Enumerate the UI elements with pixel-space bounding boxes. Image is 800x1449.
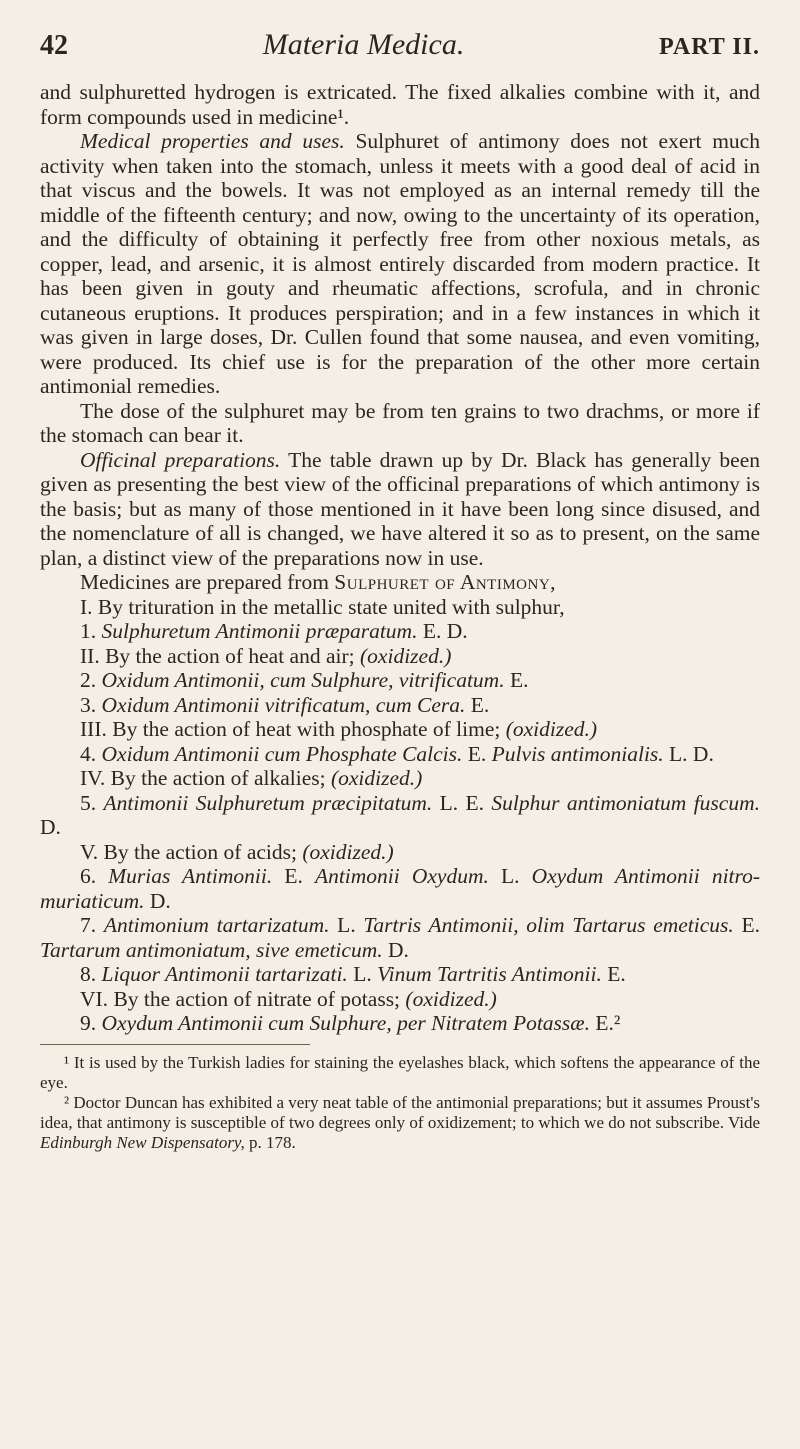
preparation-tail: E. [462,741,492,766]
preparation-tail: L. [329,913,364,937]
preparation-num: 5. [80,790,97,815]
paragraph-dose: The dose of the sulphuret may be from ten grains to two drachms, or more if the stomach can bear it. [40,398,760,447]
class-numeral: III. [80,717,107,741]
preparation-entry [40,791,760,840]
preparation-name: Oxidum Antimonii cum Phosphate Calcis. [101,741,463,766]
class-note: (oxidized.) [302,839,394,864]
class-note: (oxidized.) [505,717,598,741]
class-text: By the action of heat and air; [105,643,361,668]
preparation-extra: Sulphur antimoniatum fuscum. [491,790,760,815]
class-entry [40,840,760,865]
preparation-num: 8. [80,962,97,986]
section-heading-officinal: Officinal preparations. [80,447,281,472]
preparation-entry [40,619,760,644]
preparation-num: 7. [80,913,97,937]
class-numeral: I. [80,594,93,619]
class-text: By the action of alkalies; [110,766,331,790]
preparation-extra2: Tartarum antimoniatum, sive emeticum. [40,937,383,962]
preparation-extra2: Oxydum Antimonii nitro-muriaticum. [40,864,760,913]
class-text: By trituration in the metallic state united with sulphur, [97,594,565,619]
preparation-entry [40,742,760,767]
class-text: By the action of heat with phosphate of lime; [112,717,506,741]
preparation-tail2: E. [601,962,626,986]
page-header [40,28,760,68]
preparation-name: Oxidum Antimonii vitrificatum, cum Cera. [101,692,466,717]
class-numeral: IV. [80,766,106,790]
preparation-tail2: L. [488,864,532,888]
preparation-entry [40,913,760,962]
class-text: By the action of acids; [103,839,303,864]
preparation-tail2: D. [40,815,61,839]
preparations-list [40,595,760,1036]
class-entry [40,644,760,669]
part-label: PART II. [659,34,760,60]
preparation-tail: E. [504,668,529,692]
preparation-name: Oxidum Antimonii, cum Sulphure, vitrificatum. [101,668,505,692]
preparation-entry [40,864,760,913]
preparation-tail: E.² [590,1011,621,1035]
class-numeral: V. [80,839,99,864]
preparation-entry [40,693,760,718]
class-entry [40,987,760,1012]
preparation-tail: L. [347,962,378,986]
preparation-tail2: L. D. [663,741,714,766]
class-note: (oxidized.) [360,643,452,668]
preparation-name: Oxydum Antimonii cum Sulphure, per Nitratem Potassæ. [101,1011,590,1035]
preparation-entry [40,668,760,693]
preparation-num: 4. [80,741,97,766]
class-entry [40,766,760,791]
preparation-num: 3. [80,692,97,717]
page-number: 42 [40,30,68,61]
paragraph-medicines-lead: Medicines are prepared from Sulphuret of Antimony, [80,570,557,594]
preparation-name: Antimonium tartarizatum. [103,913,330,937]
preparation-extra: Tartris Antimonii, olim Tartarus emeticus. [363,913,734,937]
class-numeral: II. [80,643,100,668]
preparation-tail: E. D. [417,619,468,643]
class-entry [40,717,760,742]
class-numeral: VI. [80,986,109,1011]
preparation-extra: Pulvis antimonialis. [491,741,664,766]
footnote-2: ² Doctor Duncan has exhibited a very neat table of the antimonial preparations; but it assumes Proust's idea, that antimony is susceptible of two degrees only of oxidizement; to which we do not subscribe. Vide Edinburgh New Dispensatory, p. 178. [40,1092,760,1152]
paragraph-officinal: Officinal preparations. The table drawn up by Dr. Black has generally been given as presenting the best view of the officinal preparations of which antimony is the basis; but as many of those mentioned in it have been long since disused, and the nomenclature of all is changed, we have altered it so as to present, on the same plan, a distinct view of the preparations now in use. [40,447,760,570]
footnotes [40,1053,760,1153]
preparation-tail3: D. [144,888,171,913]
class-note: (oxidized.) [405,986,497,1011]
running-title: Materia Medica. [262,28,465,61]
class-text: By the action of nitrate of potass; [113,986,406,1011]
page-body [40,80,760,1153]
preparation-num: 2. [80,668,97,692]
preparation-tail3: D. [382,937,409,962]
paragraph-1: and sulphuretted hydrogen is extricated. The fixed alkalies combine with it, and form compounds used in medicine¹. [40,80,760,129]
preparation-name: Liquor Antimonii tartarizati. [101,962,348,986]
preparation-name: Sulphuretum Antimonii præparatum. [101,619,418,643]
section-heading-medical: Medical properties and uses. [80,129,345,153]
preparation-name: Antimonii Sulphuretum præcipitatum. [103,790,433,815]
preparation-extra: Antimonii Oxydum. [314,864,489,888]
preparation-entry [40,1011,760,1036]
class-note: (oxidized.) [330,766,423,790]
preparation-tail: L. E. [432,790,492,815]
paragraph-medical-properties: Medical properties and uses. Sulphuret of antimony does not exert much activity when taken into the stomach, unless it meets with a good deal of acid in that viscus and the bowels. It was not employed as an internal remedy till the middle of the fifteenth century; and now, owing to the uncertainty of its operation, and the difficulty of obtaining it perfectly free from other noxious metals, as copper, lead, and arsenic, it is almost entirely discarded from modern practice. It has been given in gouty and rheumatic affections, scrofula, and in chronic cutaneous eruptions. It produces perspiration; and in a few instances in which it was given in large doses, Dr. Cullen found that some nausea, and even vomiting, were produced. Its chief use is for the preparation of the other more certain antimonial remedies. [40,129,760,398]
class-entry [40,595,760,620]
preparation-num: 6. [80,864,97,888]
preparation-name: Murias Antimonii. [108,864,273,888]
preparation-tail2: E. [733,913,760,937]
preparation-entry [40,962,760,987]
preparation-num: 9. [80,1011,97,1035]
preparation-num: 1. [80,619,97,643]
preparation-tail: E. [272,864,315,888]
preparation-extra: Vinum Tartritis Antimonii. [377,962,602,986]
footnote-1: ¹ It is used by the Turkish ladies for staining the eyelashes black, which softens the appearance of the eye. [40,1052,760,1092]
preparation-tail: E. [465,692,490,717]
footnote-rule [40,1044,310,1045]
